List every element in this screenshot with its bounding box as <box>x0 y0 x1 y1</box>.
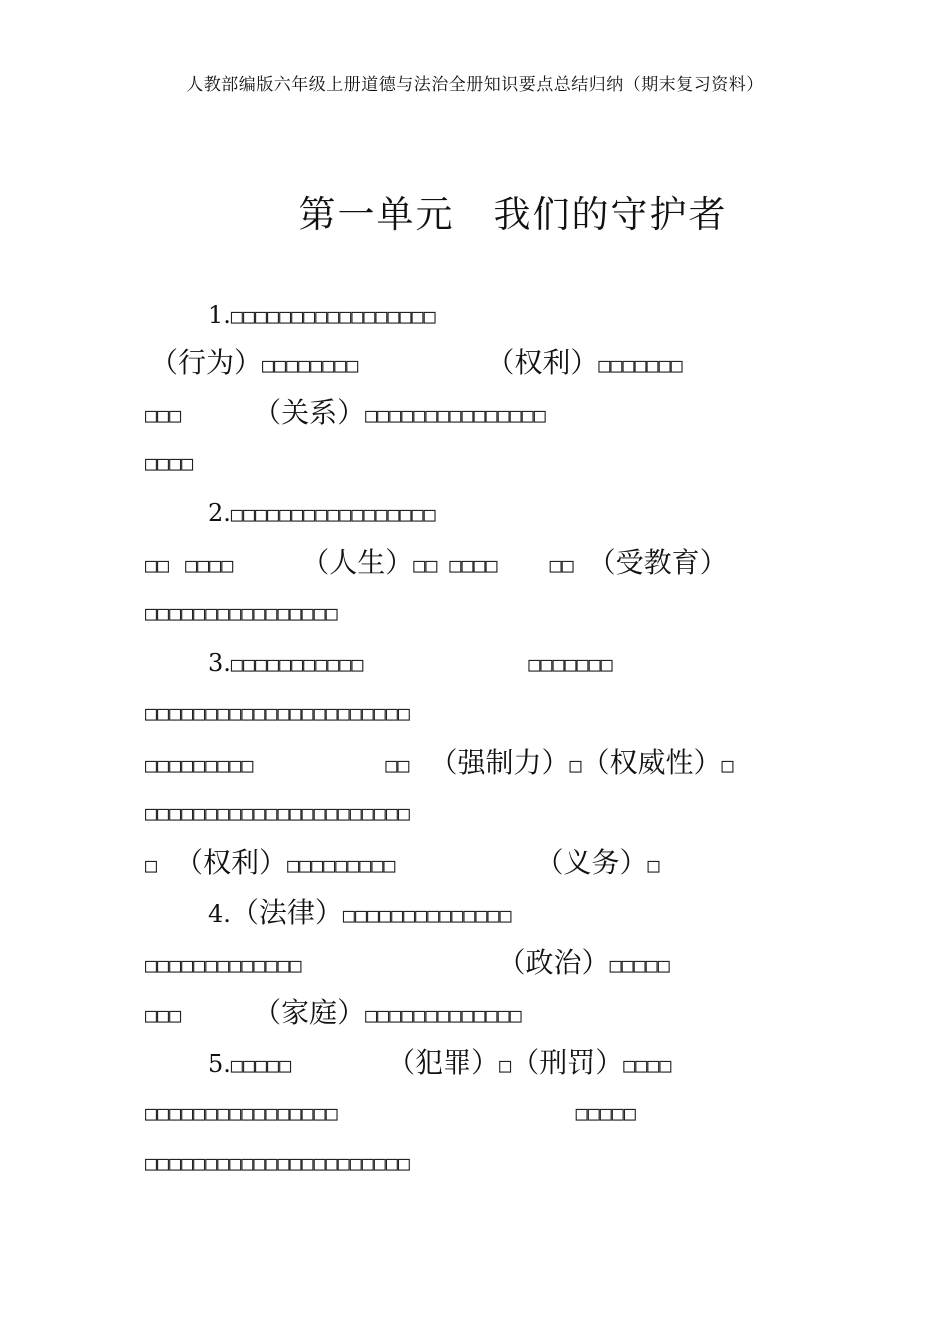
key-term: （犯罪） <box>387 1046 500 1079</box>
garbled-text: □□ <box>549 553 574 577</box>
garbled-text: □□□□□□□□□□□□□□□□ <box>145 1101 338 1125</box>
garbled-text: □ <box>499 1053 512 1077</box>
garbled-text: □□□□□□□□□□□□□ <box>145 953 302 977</box>
text-line <box>150 343 683 383</box>
garbled-text: □□□□□□□□□ <box>287 853 396 877</box>
key-term: （受教育） <box>587 546 728 579</box>
garbled-text: □ <box>721 753 734 777</box>
garbled-text: □□□□□□□□□ <box>145 753 254 777</box>
key-term: （义务） <box>535 846 648 879</box>
text-line <box>145 593 338 633</box>
garbled-text: □□□□□□□□□□□ <box>230 652 364 676</box>
key-term: （强制力） <box>429 746 570 779</box>
text-line <box>145 1093 636 1133</box>
garbled-text: □□□□□ <box>230 1053 292 1077</box>
text-line <box>145 793 410 833</box>
text-line <box>208 893 512 933</box>
garbled-text: □□□□□□□□□□□□□□□□□□□□□□ <box>145 1151 410 1175</box>
text-line <box>145 393 546 433</box>
item-number: 5. <box>208 1050 231 1078</box>
garbled-text: □□□□□ <box>575 1101 636 1125</box>
text-line <box>208 643 613 683</box>
garbled-text: □□ <box>385 753 410 777</box>
garbled-text: □□□□□□□□□□□□□□□□ <box>145 601 338 625</box>
garbled-text: □□□□□□□□□□□□□□□ <box>365 403 546 427</box>
item-number: 3. <box>208 649 231 677</box>
garbled-text: □□□□□□□□□□□□□□□□□ <box>230 304 436 328</box>
key-term: （刑罚） <box>511 1046 624 1079</box>
unit-title: 第一单元 我们的守护者 <box>298 193 728 236</box>
text-line <box>208 295 436 335</box>
garbled-text: □ <box>145 853 158 877</box>
garbled-text: □□□□□□□ <box>598 353 683 377</box>
key-term: （人生） <box>301 546 414 579</box>
text-line <box>145 843 660 883</box>
key-term: （关系） <box>253 396 366 429</box>
garbled-text: □□□□□□□ <box>528 652 613 676</box>
garbled-text: □□□□ <box>623 1053 672 1077</box>
garbled-text: □□□□□□□□□□□□□ <box>365 1003 522 1027</box>
item-number: 1. <box>208 301 231 329</box>
garbled-text: □□□□ <box>145 451 194 475</box>
key-term: （政治） <box>497 946 610 979</box>
garbled-text: □□□□□□□□□□□□□□□□□□□□□□ <box>145 701 410 725</box>
key-term: （权利） <box>486 346 599 379</box>
text-line <box>145 543 728 583</box>
garbled-text: □ <box>569 753 582 777</box>
item-number: 4. <box>208 900 231 928</box>
garbled-text: □□□ <box>145 1003 182 1027</box>
key-term: （家庭） <box>253 996 366 1029</box>
garbled-text: □□□□□□□□□□□□□□□□□□□□□□ <box>145 801 410 825</box>
garbled-text: □□□□ <box>185 553 234 577</box>
garbled-text: □□□□□ <box>609 953 670 977</box>
garbled-text: □□□□□□□□□□□□□□□□□ <box>230 502 436 526</box>
garbled-text: □□ □□□□ <box>413 553 498 577</box>
text-line <box>208 493 436 533</box>
text-line <box>208 1043 671 1083</box>
text-line <box>145 993 522 1033</box>
text-line <box>145 443 193 483</box>
garbled-text: □□□□□□□□ <box>262 353 359 377</box>
garbled-text: □□ <box>145 553 170 577</box>
garbled-text: □□□ <box>145 403 182 427</box>
text-line <box>145 693 410 733</box>
key-term: （权威性） <box>581 746 722 779</box>
garbled-text: □ <box>647 853 660 877</box>
key-term: （法律） <box>230 896 343 929</box>
item-number: 2. <box>208 499 231 527</box>
key-term: （权利） <box>175 846 288 879</box>
running-header: 人教部编版六年级上册道德与法治全册知识要点总结归纳（期末复习资料） <box>186 75 764 95</box>
key-term: （行为） <box>150 346 263 379</box>
text-line <box>145 1143 410 1183</box>
text-line <box>145 943 670 983</box>
garbled-text: □□□□□□□□□□□□□□ <box>342 903 512 927</box>
text-line <box>145 743 734 783</box>
